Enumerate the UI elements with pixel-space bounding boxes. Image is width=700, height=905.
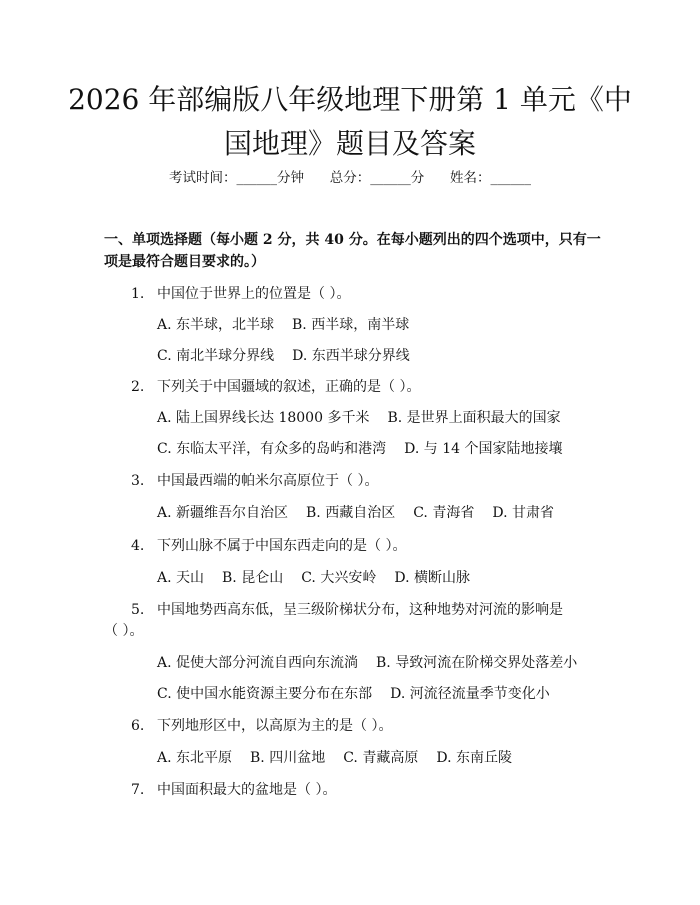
question-stem-line-1: 中国地势西高东低，呈三级阶梯状分布，这种地势对河流的影响是 (157, 602, 563, 618)
option-a[interactable]: A. 东半球，北半球 (157, 317, 275, 333)
option-b[interactable]: B. 西藏自治区 (306, 505, 396, 521)
question-stem: 中国最西端的帕米尔高原位于（ ）。 (157, 473, 379, 489)
option-a[interactable]: A. 天山 (157, 570, 205, 586)
option-d[interactable]: D. 甘肃省 (492, 505, 554, 521)
option-b[interactable]: B. 导致河流在阶梯交界处落差小 (376, 655, 578, 671)
question-1-options-row-2 (157, 346, 410, 366)
option-d[interactable]: D. 横断山脉 (394, 570, 470, 586)
question-number: 6. (131, 718, 145, 734)
exam-meta-line: 考试时间：______分钟 总分：______分 姓名：______ (169, 170, 531, 186)
question-number: 1. (131, 286, 145, 302)
section-heading: 一、单项选择题（每小题 2 分，共 40 分。在每小题列出的四个选项中，只有一项是最符合题目要求的。） (104, 232, 601, 270)
question-3-options-row (157, 503, 554, 523)
option-a[interactable]: A. 新疆维吾尔自治区 (157, 505, 289, 521)
question-5-options-row-1 (157, 653, 577, 673)
question-1-options-row-1 (157, 315, 409, 335)
option-d[interactable]: D. 东南丘陵 (436, 750, 512, 766)
option-a[interactable]: A. 陆上国界线长达 18000 多千米 (157, 410, 370, 426)
document-title (0, 78, 700, 166)
question-2-options-row-2 (157, 439, 562, 459)
option-c[interactable]: C. 大兴安岭 (301, 570, 377, 586)
question-stem: 下列山脉不属于中国东西走向的是（ ）。 (157, 538, 407, 554)
option-d[interactable]: D. 河流径流量季节变化小 (390, 686, 550, 702)
option-c[interactable]: C. 青藏高原 (343, 750, 419, 766)
question-3 (131, 471, 378, 491)
question-1 (131, 284, 350, 304)
question-number: 3. (131, 473, 145, 489)
option-d[interactable]: D. 东西半球分界线 (292, 348, 410, 364)
option-b[interactable]: B. 昆仑山 (222, 570, 284, 586)
question-number: 2. (131, 379, 145, 395)
question-6-options-row (157, 748, 512, 768)
title-line-2: 国地理》题目及答案 (223, 127, 476, 160)
question-5 (131, 600, 563, 620)
question-4-options-row (157, 568, 470, 588)
question-number: 5. (131, 602, 145, 618)
option-a[interactable]: A. 促使大部分河流自西向东流淌 (157, 655, 359, 671)
question-number: 7. (131, 782, 145, 798)
option-c[interactable]: C. 东临太平洋，有众多的岛屿和港湾 (157, 441, 387, 457)
option-b[interactable]: B. 是世界上面积最大的国家 (387, 410, 561, 426)
question-4 (131, 536, 406, 556)
option-d[interactable]: D. 与 14 个国家陆地接壤 (404, 441, 563, 457)
question-stem: 下列关于中国疆域的叙述，正确的是（ ）。 (157, 379, 421, 395)
option-c[interactable]: C. 南北半球分界线 (157, 348, 275, 364)
question-2 (131, 377, 420, 397)
question-5-stem-continuation: （ ）。 (104, 623, 144, 639)
option-c[interactable]: C. 使中国水能资源主要分布在东部 (157, 686, 373, 702)
question-stem: 中国位于世界上的位置是（ ）。 (157, 286, 351, 302)
question-stem: 下列地形区中，以高原为主的是（ ）。 (157, 718, 393, 734)
question-5-options-row-2 (157, 684, 550, 704)
question-6 (131, 716, 392, 736)
title-line-1: 2026 年部编版八年级地理下册第 1 单元《中 (68, 83, 632, 116)
question-stem: 中国面积最大的盆地是（ ）。 (157, 782, 337, 798)
question-number: 4. (131, 538, 145, 554)
question-7 (131, 780, 336, 800)
option-b[interactable]: B. 西半球，南半球 (292, 317, 410, 333)
option-c[interactable]: C. 青海省 (413, 505, 475, 521)
question-2-options-row-1 (157, 408, 561, 428)
option-b[interactable]: B. 四川盆地 (250, 750, 326, 766)
option-a[interactable]: A. 东北平原 (157, 750, 233, 766)
